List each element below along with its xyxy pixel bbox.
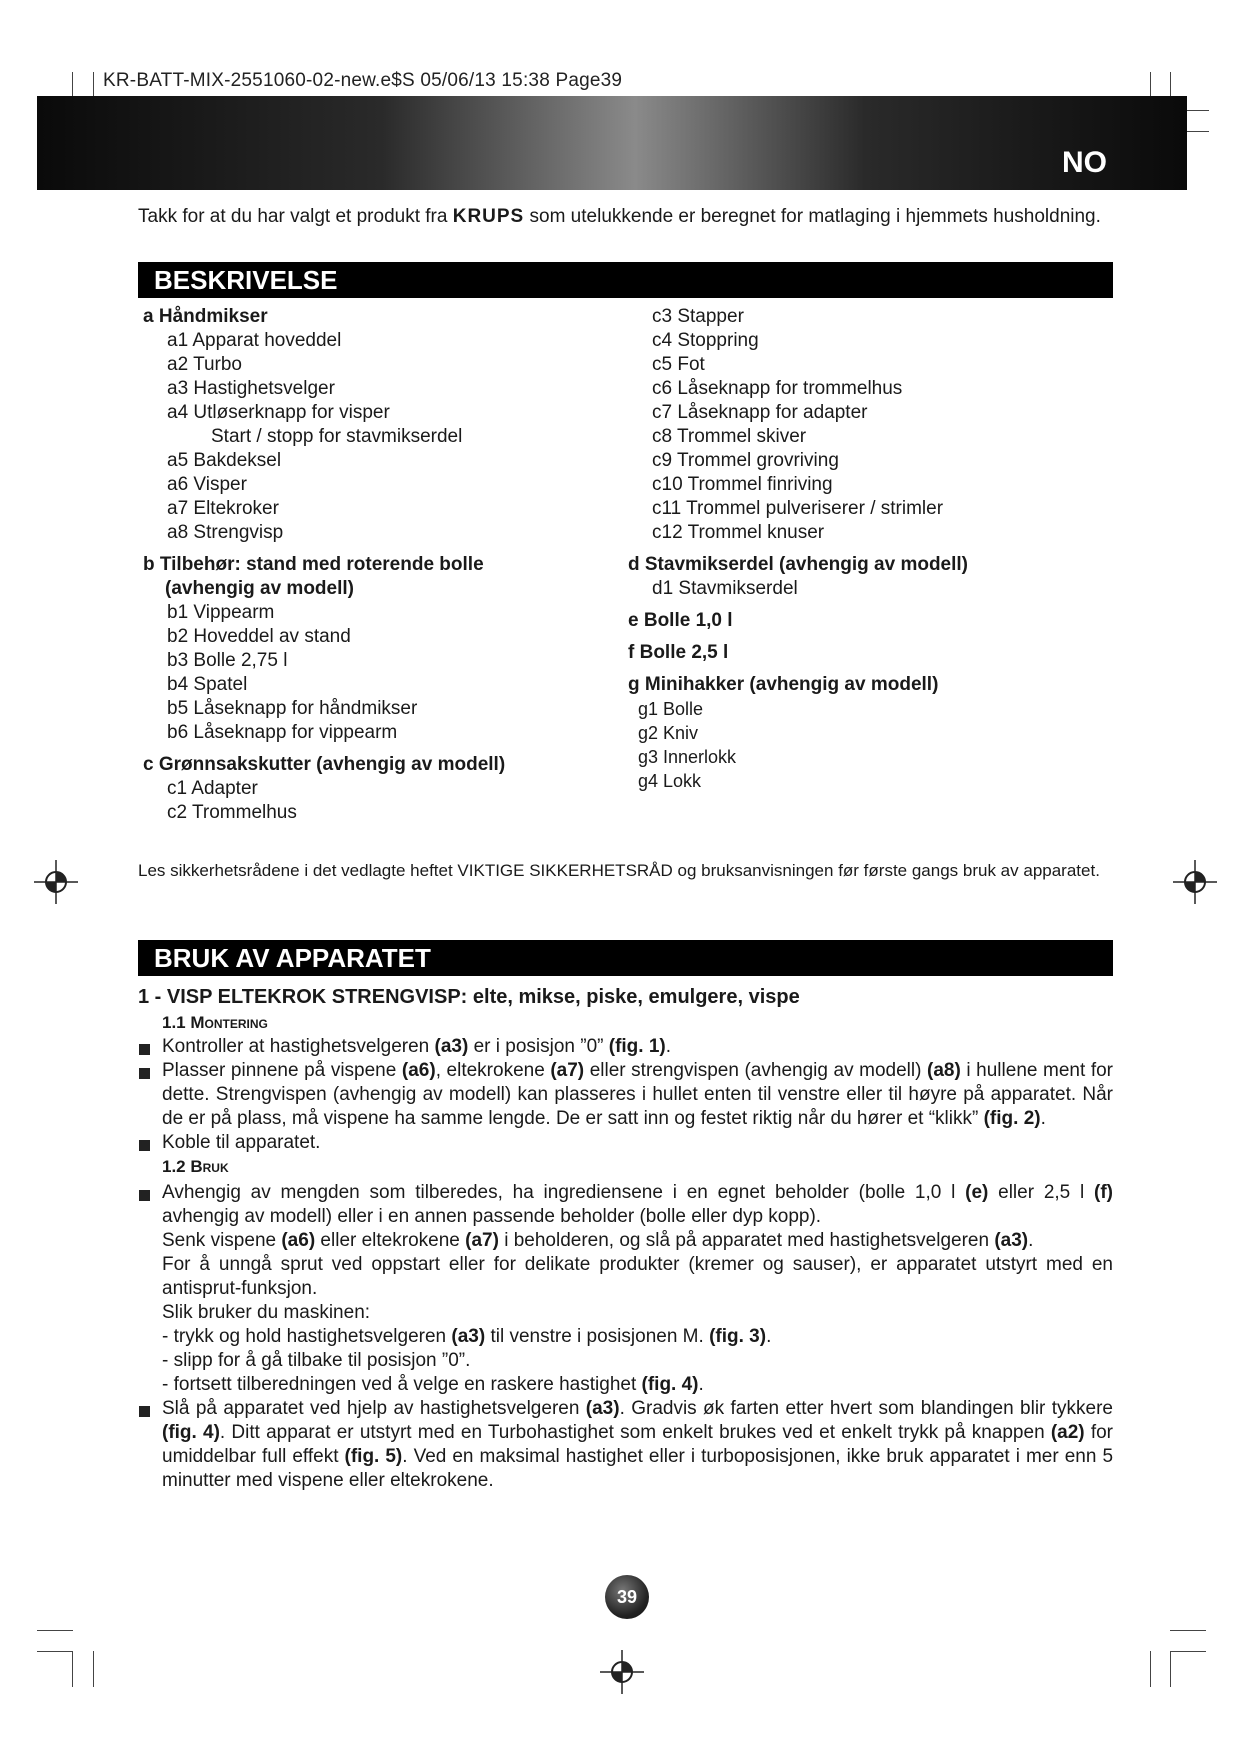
list-item: a5 Bakdeksel [167, 450, 282, 471]
text-segment: . [1040, 1108, 1046, 1129]
list-item: b1 Vippearm [167, 602, 275, 623]
group-heading: c Grønnsakskutter (avhengig av modell) [143, 754, 506, 775]
bullet-square-icon [139, 1190, 150, 1201]
list-item: a3 Hastighetsvelger [167, 378, 335, 399]
crop-mark [37, 1651, 73, 1652]
text-segment: . Gradvis øk farten etter hvert som blandingen blir tykkere [619, 1398, 1113, 1419]
intro-before: Takk for at du har valgt et produkt fra [138, 206, 453, 227]
crop-mark [1170, 1630, 1206, 1631]
usage-heading [138, 985, 1113, 1009]
list-item: a2 Turbo [167, 354, 242, 375]
bold-reference: (fig. 5) [344, 1446, 403, 1467]
text-segment: avhengig av modell) eller i en annen passende beholder (bolle eller dyp kopp). [162, 1206, 822, 1227]
print-slug: KR-BATT-MIX-2551060-02-new.e$S 05/06/13 15:38 Page39 [97, 70, 628, 92]
usage-heading-text: VISP ELTEKROK STRENGVISP: elte, mikse, piske, emulgere, vispe [166, 986, 800, 1008]
text-segment: er i posisjon ”0” [468, 1036, 609, 1057]
registration-mark-icon [600, 1650, 644, 1694]
subheading-bruk [138, 1155, 1113, 1179]
list-item: a8 Strengvisp [167, 522, 284, 543]
registration-mark-icon [34, 860, 78, 904]
description-right-column [628, 305, 1108, 793]
group-heading: (avhengig av modell) [165, 578, 354, 599]
text-segment: Senk vispene [162, 1230, 282, 1251]
bold-reference: (fig. 2) [983, 1108, 1041, 1129]
description-left-column [143, 305, 613, 825]
list-item: c1 Adapter [167, 778, 258, 799]
paragraph [138, 1325, 1113, 1349]
text-segment: . [766, 1326, 772, 1347]
list-item: g3 Innerlokk [638, 747, 737, 767]
text-segment: . Ditt apparat er utstyrt med en Turbohastighet som enkelt brukes ved et enkelt trykk på knappen [219, 1422, 1051, 1443]
bold-reference: (a3) [585, 1398, 620, 1419]
text-segment: , eltekrokene [435, 1060, 551, 1081]
bullet-square-icon [139, 1406, 150, 1417]
spacer [628, 665, 1108, 673]
list-item: g1 Bolle [638, 699, 704, 719]
bold-reference: (a2) [1050, 1422, 1085, 1443]
crop-mark [1185, 131, 1209, 132]
list-item: c11 Trommel pulveriserer / strimler [652, 498, 944, 519]
list-item: g2 Kniv [638, 723, 699, 743]
list-item: b4 Spatel [167, 674, 248, 695]
list-item: c5 Fot [652, 354, 705, 375]
language-code: NO [1062, 146, 1107, 179]
spacer [143, 545, 613, 553]
text-segment: - trykk og hold hastighetsvelgeren [162, 1326, 452, 1347]
bullet-text [162, 1182, 1113, 1227]
list-item: c4 Stoppring [652, 330, 759, 351]
list-item: g4 Lokk [638, 771, 702, 791]
text-segment: for umiddelbar full effekt [162, 1422, 1114, 1467]
text-segment: . Ved en maksimal hastighet eller i turboposisjonen, ikke bruk apparatet i mer enn 5 minutter med vispene eller eltekrokene. [162, 1446, 1114, 1491]
text-segment: eller 2,5 l [988, 1182, 1095, 1203]
text-segment: . [698, 1374, 704, 1395]
list-item: Start / stopp for stavmikserdel [211, 426, 463, 447]
text-segment: Kontroller at hastighetsvelgeren [162, 1036, 435, 1057]
crop-mark [72, 1651, 73, 1687]
spacer [628, 545, 1108, 553]
text-segment: eller strengvispen (avhengig av modell) [584, 1060, 928, 1081]
bullet-item [138, 1397, 1113, 1493]
bold-reference: (a7) [465, 1230, 499, 1251]
bold-reference: (fig. 1) [608, 1036, 666, 1057]
text-segment: . [1028, 1230, 1034, 1251]
list-item: a1 Apparat hoveddel [167, 330, 342, 351]
bold-reference: (a3) [451, 1326, 486, 1347]
brand-name: KRUPS [452, 206, 525, 227]
text-segment: eller eltekrokene [315, 1230, 466, 1251]
subheading-number: 1.2 [162, 1157, 191, 1176]
bullet-text [162, 1398, 1113, 1491]
registration-mark-icon [1173, 860, 1217, 904]
section-title-beskrivelse: BESKRIVELSE [138, 262, 1113, 298]
bullet-square-icon [139, 1140, 150, 1151]
bullet-square-icon [139, 1044, 150, 1055]
bold-reference: (e) [965, 1182, 989, 1203]
text-segment: i beholderen, og slå på apparatet med hastighetsvelgeren [498, 1230, 995, 1251]
list-item: c2 Trommelhus [167, 802, 297, 823]
page-number: 39 [605, 1575, 649, 1619]
intro-text [138, 204, 1113, 229]
bold-reference: (a6) [281, 1230, 316, 1251]
bold-reference: (fig. 3) [709, 1326, 767, 1347]
bullet-text [162, 1060, 1113, 1129]
bullet-text [162, 1036, 671, 1057]
spacer [628, 601, 1108, 609]
header-band [37, 96, 1187, 190]
safety-note: Les sikkerhetsrådene i det vedlagte heftet VIKTIGE SIKKERHETSRÅD og bruksanvisningen før første gangs bruk av apparatet. [138, 861, 1100, 880]
group-heading: b Tilbehør: stand med roterende bolle [143, 554, 484, 575]
text-segment: i hullene ment for dette. Strengvispen (avhengig av modell) kan plasseres i hullet enten til venstre eller til høyre på apparatet. Når de er på plass, må vispene ha samme lengde. De er satt inn og festet riktig når du hører et “klikk” [162, 1060, 1114, 1129]
paragraph: For å unngå sprut ved oppstart eller for delikate produkter (kremer og sauser), er apparatet utstyrt med en antisprut-funksjon. [162, 1254, 1113, 1299]
crop-mark [1170, 1651, 1206, 1652]
bullet-item [138, 1131, 1113, 1155]
list-item: b6 Låseknapp for vippearm [167, 722, 398, 743]
list-item: b3 Bolle 2,75 l [167, 650, 288, 671]
list-item: b2 Hoveddel av stand [167, 626, 351, 647]
text-segment: Plasser pinnene på vispene [162, 1060, 402, 1081]
bold-reference: (a3) [434, 1036, 469, 1057]
list-item: c3 Stapper [652, 306, 744, 327]
bold-reference: (fig. 4) [641, 1374, 699, 1395]
list-item: a7 Eltekroker [167, 498, 279, 519]
section-title-bruk: BRUK AV APPARATET [138, 940, 1113, 976]
bullet-item [138, 1181, 1113, 1229]
group-heading: e Bolle 1,0 l [628, 610, 733, 631]
list-item: d1 Stavmikserdel [652, 578, 798, 599]
subheading-number: 1.1 [162, 1013, 191, 1032]
paragraph: - slipp for å gå tilbake til posisjon ”0”. [162, 1350, 471, 1371]
spacer [628, 633, 1108, 641]
usage-content [138, 985, 1113, 1493]
group-heading: a Håndmikser [143, 306, 268, 327]
bold-reference: (f) [1094, 1182, 1113, 1203]
paragraph: Slik bruker du maskinen: [162, 1302, 371, 1323]
list-item: a4 Utløserknapp for visper [167, 402, 390, 423]
list-item: c10 Trommel finriving [652, 474, 833, 495]
subheading-montering [138, 1011, 1113, 1035]
bullet-item [138, 1035, 1113, 1059]
intro-after: som utelukkende er beregnet for matlaging i hjemmets husholdning. [524, 206, 1101, 227]
text-segment: Slå på apparatet ved hjelp av hastighetsvelgeren [162, 1398, 586, 1419]
list-item: c7 Låseknapp for adapter [652, 402, 868, 423]
list-item: c12 Trommel knuser [652, 522, 825, 543]
crop-mark [1170, 1651, 1171, 1687]
bold-reference: (fig. 4) [162, 1422, 220, 1443]
text-segment: til venstre i posisjonen M. [485, 1326, 710, 1347]
usage-heading-number: 1 - [138, 986, 167, 1008]
bold-reference: (a6) [401, 1060, 436, 1081]
list-item: c9 Trommel grovriving [652, 450, 839, 471]
crop-mark [1185, 110, 1209, 111]
list-item: b5 Låseknapp for håndmikser [167, 698, 418, 719]
spacer [143, 745, 613, 753]
bullet-item [138, 1059, 1113, 1131]
text-segment: - fortsett tilberedningen ved å velge en raskere hastighet [162, 1374, 642, 1395]
group-heading: f Bolle 2,5 l [628, 642, 729, 663]
group-heading: g Minihakker (avhengig av modell) [628, 674, 939, 695]
list-item: a6 Visper [167, 474, 247, 495]
bold-reference: (a8) [927, 1060, 961, 1081]
subheading-text: Bruk [190, 1157, 229, 1176]
text-segment: Avhengig av mengden som tilberedes, ha ingrediensene i en egnet beholder (bolle 1,0 l [162, 1182, 966, 1203]
paragraph [138, 1229, 1113, 1253]
list-item: c6 Låseknapp for trommelhus [652, 378, 903, 399]
crop-mark [37, 1630, 73, 1631]
subheading-text: Montering [190, 1013, 268, 1032]
bold-reference: (a7) [550, 1060, 585, 1081]
crop-mark [93, 1651, 94, 1687]
group-heading: d Stavmikserdel (avhengig av modell) [628, 554, 968, 575]
paragraph [138, 1373, 1113, 1397]
bullet-text: Koble til apparatet. [162, 1132, 321, 1153]
text-segment: . [665, 1036, 672, 1057]
bold-reference: (a3) [994, 1230, 1029, 1251]
crop-mark [1150, 1651, 1151, 1687]
list-item: c8 Trommel skiver [652, 426, 807, 447]
bullet-square-icon [139, 1068, 150, 1079]
